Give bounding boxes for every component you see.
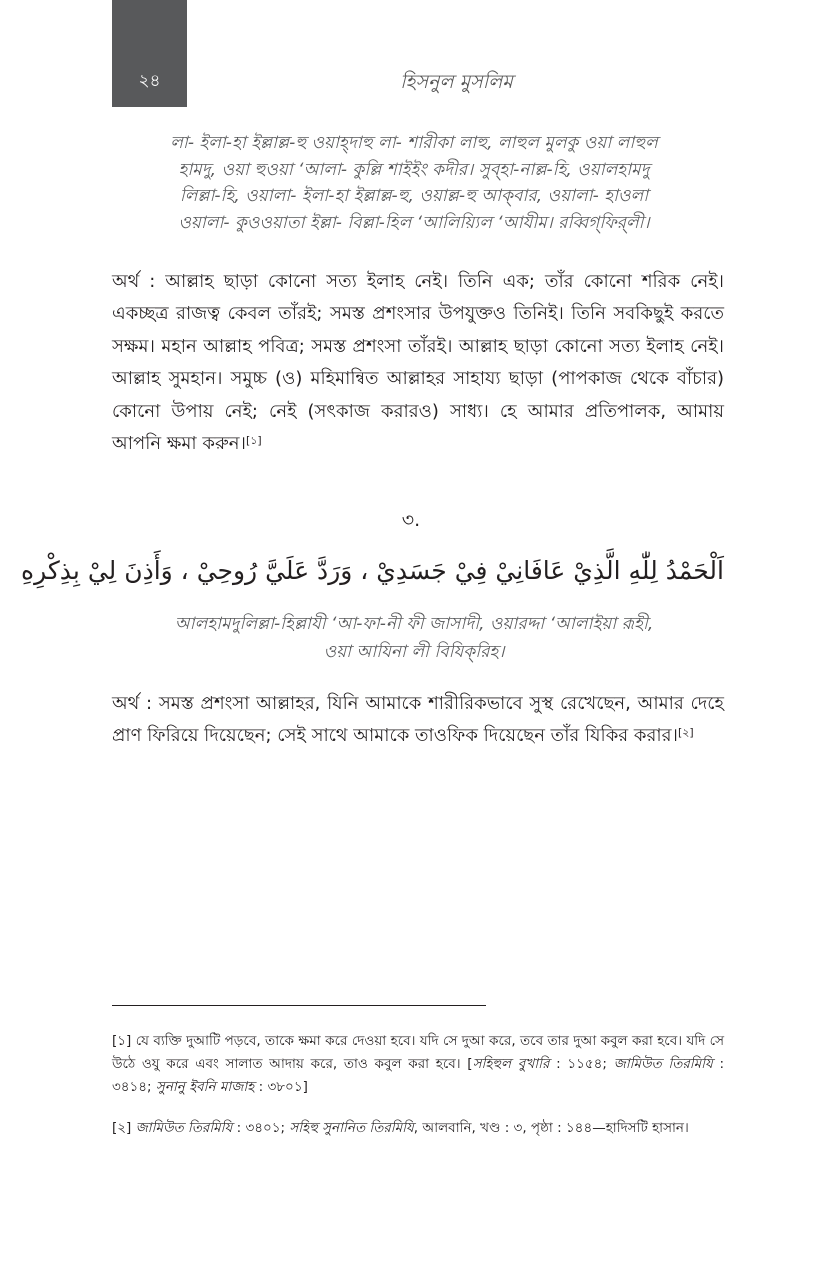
source-title: সুনানু ইবনি মাজাহ	[155, 1079, 255, 1095]
transliteration-block-2	[108, 610, 720, 666]
meaning-paragraph-1	[112, 266, 724, 460]
source-title: সহিহু সুনানিত তিরমিযি	[289, 1120, 414, 1136]
page-number: ২৪	[138, 71, 161, 91]
section-number: ৩.	[401, 509, 421, 531]
footnote-marker: [২]	[112, 1120, 132, 1136]
source-title: জামিউত তিরমিযি	[613, 1056, 713, 1072]
meaning-text: অর্থ : আল্লাহ ছাড়া কোনো সত্য ইলাহ নেই। তিনি এক; তাঁর কোনো শরিক নেই। একচ্ছত্র রাজত্ব কেবল তাঁরই; সমস্ত প্রশংসার উপযুক্তও তিনিই। তিনি সবকিছুই করতে সক্ষম। মহান আল্লাহ পবিত্র; সমস্ত প্রশংসা তাঁরই। আল্লাহ ছাড়া কোনো সত্য ইলাহ নেই। আল্লাহ সুমহান। সমুচ্চ (ও) মহিমান্বিত আল্লাহর সাহায্য ছাড়া (পাপকাজ থেকে বাঁচার) কোনো উপায় নেই; নেই (সৎকাজ করারও) সাধ্য। হে আমার প্রতিপালক, আমায় আপনি ক্ষমা করুন।	[112, 271, 724, 455]
source-ref: : ৩৮০১]	[254, 1079, 308, 1095]
footnote-1	[112, 1030, 724, 1099]
transliteration-block-1	[108, 130, 720, 236]
transliteration-line: হামদু, ওয়া হুওয়া ‘আলা- কুল্লি শাইইং কদীর। সুব্‌হা-নাল্ল-হি, ওয়ালহামদু	[178, 159, 650, 180]
arabic-text: اَلْحَمْدُ لِلّٰهِ الَّذِيْ عَافَانِيْ فِيْ جَسَدِيْ ، وَرَدَّ عَلَيَّ رُوحِيْ ، وَأَذِنَ لِيْ بِذِكْرِهِ	[21, 556, 724, 585]
footnote-text: , আলবানি, খণ্ড : ৩, পৃষ্ঠা : ১৪৪—হাদিসটি হাসান।	[413, 1120, 689, 1136]
footnote-text: যে ব্যক্তি দুআটি পড়বে, তাকে ক্ষমা করে দেওয়া হবে। যদি সে দুআ করে, তবে তার দুআ কবুল করা হবে। যদি সে উঠে ওযু করে এবং সালাত আদায় করে, তাও কবুল করা হবে। [	[112, 1033, 724, 1072]
source-title: জামিউত তিরমিযি	[135, 1120, 233, 1136]
source-ref: : ৩৪০১;	[232, 1120, 290, 1136]
footnote-2	[112, 1117, 724, 1140]
transliteration-line: ওয়ালা- কুওওয়াতা ইল্লা- বিল্লা-হিল ‘আলিয়্যিল ‘আযীম। রব্বিগ্‌ফির্‌লী।	[178, 212, 650, 233]
transliteration-line: আলহামদুলিল্লা-হিল্লাযী ‘আ-ফা-নী ফী জাসাদী, ওয়ারদ্দা ‘আলাইয়া রূহী,	[174, 614, 654, 634]
meaning-paragraph-2	[112, 688, 724, 752]
footnote-ref: [২]	[677, 726, 694, 739]
transliteration-line: লা- ইলা-হা ইল্লাল্ল-হু ওয়াহ্‌দাহু লা- শারীকা লাহু, লাহুল মুলকু ওয়া লাহুল	[170, 133, 658, 153]
footnote-ref: [১]	[245, 434, 262, 448]
transliteration-line: ওয়া আযিনা লী বিযিক্‌রিহ।	[323, 642, 505, 662]
footnote-divider	[112, 1005, 486, 1006]
footnote-marker: [১]	[112, 1033, 132, 1049]
meaning-text: অর্থ : সমস্ত প্রশংসা আল্লাহর, যিনি আমাকে শারীরিকভাবে সুস্থ রেখেছেন, আমার দেহে প্রাণ ফিরিয়ে দিয়েছেন; সেই সাথে আমাকে তাওফিক দিয়েছেন তাঁর যিকির করার।	[112, 693, 724, 746]
source-ref: : ১১৫৪;	[549, 1056, 614, 1072]
page-number-tab	[112, 0, 187, 107]
source-ref: : ৩৪১৪;	[112, 1056, 724, 1095]
transliteration-line: লিল্লা-হি, ওয়ালা- ইলা-হা ইল্লাল্ল-হু, ওয়াল্ল-হু আক্‌বার, ওয়ালা- হাওলা	[179, 186, 649, 206]
running-title: হিসনুল মুসলিম	[400, 71, 513, 93]
source-title: সহিহুল বুখারি	[472, 1056, 550, 1072]
